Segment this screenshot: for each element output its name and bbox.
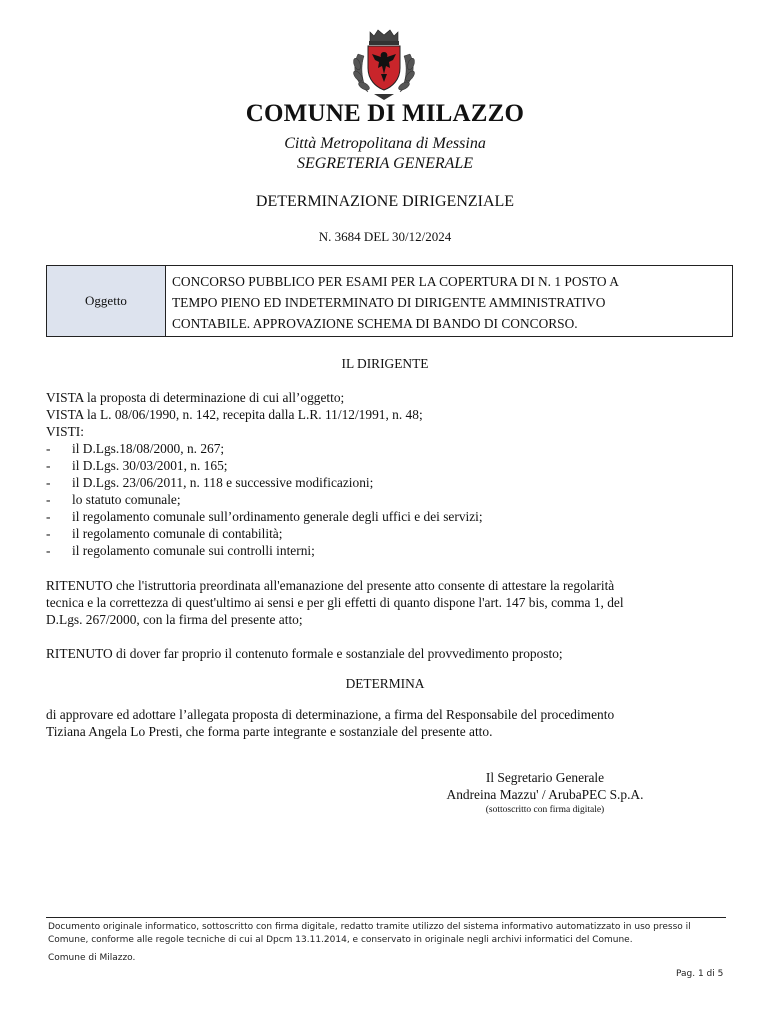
footer-line: Comune, conforme alle regole tecniche di cui al Dpcm 13.11.2014, e conservato in originale negli archivi informatici del Comune.: [48, 935, 633, 945]
signature-note: (sottoscritto con firma digitale): [485, 805, 605, 815]
list-item: - il D.Lgs. 30/03/2001, n. 165;: [46, 458, 228, 473]
signature-role: Il Segretario Generale: [485, 770, 605, 785]
signature-block: [400, 769, 690, 817]
oggetto-line: TEMPO PIENO ED INDETERMINATO DI DIRIGENTE AMMINISTRATIVO: [172, 295, 606, 310]
page-title: COMUNE DI MILAZZO: [245, 100, 525, 127]
footer-divider: [46, 917, 726, 918]
vista-line: VISTA la L. 08/06/1990, n. 142, recepita dalla L.R. 11/12/1991, n. 48;: [46, 407, 423, 422]
document-type: DETERMINAZIONE DIRIGENZIALE: [255, 193, 515, 210]
oggetto-line: CONTABILE. APPROVAZIONE SCHEMA DI BANDO DI CONCORSO.: [172, 316, 578, 331]
footer-text: [48, 921, 738, 947]
document-body: [46, 389, 736, 740]
ritenuto-line: RITENUTO che l'istruttoria preordinata all'emanazione del presente atto consente di attestare la regolarità: [46, 578, 615, 593]
oggetto-label: Oggetto: [47, 266, 166, 336]
coat-of-arms-icon: [348, 24, 420, 102]
list-item: - il D.Lgs.18/08/2000, n. 267;: [46, 441, 225, 456]
oggetto-table: [46, 265, 733, 337]
page-number: Pag. 1 di 5: [676, 969, 724, 979]
ritenuto-line: RITENUTO di dover far proprio il contenuto formale e sostanziale del provvedimento proposto;: [46, 646, 563, 661]
ritenuto-line: tecnica e la correttezza di quest'ultimo ai sensi e per gli effetti di quanto dispone l'art. 147 bis, comma 1, del: [46, 595, 624, 610]
subtitle-city: Città Metropolitana di Messina: [284, 135, 486, 152]
subtitle-office: SEGRETERIA GENERALE: [296, 155, 474, 172]
approvare-line: Tiziana Angela Lo Presti, che forma parte integrante e sostanziale del presente atto.: [46, 724, 493, 739]
oggetto-line: CONCORSO PUBBLICO PER ESAMI PER LA COPERTURA DI N. 1 POSTO A: [172, 274, 619, 289]
list-item: - il regolamento comunale di contabilità;: [46, 526, 283, 541]
list-item: - lo statuto comunale;: [46, 492, 181, 507]
oggetto-text: [166, 266, 732, 336]
document-number: N. 3684 DEL 30/12/2024: [318, 229, 452, 244]
list-item: - il regolamento comunale sull’ordinamento generale degli uffici e dei servizi;: [46, 509, 483, 524]
list-item: - il D.Lgs. 23/06/2011, n. 118 e successive modificazioni;: [46, 475, 374, 490]
approvare-line: di approvare ed adottare l’allegata proposta di determinazione, a firma del Responsabile del procedimento: [46, 707, 615, 722]
footer-line: Documento originale informatico, sottoscritto con firma digitale, redatto tramite utilizzo del sistema informativo automatizzato in uso presso il: [48, 922, 691, 932]
il-dirigente-heading: IL DIRIGENTE: [341, 356, 429, 371]
visti-heading: VISTI:: [46, 424, 84, 439]
ritenuto-line: D.Lgs. 267/2000, con la firma del presente atto;: [46, 612, 303, 627]
determina-heading: DETERMINA: [345, 676, 425, 691]
list-item: - il regolamento comunale sui controlli interni;: [46, 543, 315, 558]
signature-name: Andreina Mazzu' / ArubaPEC S.p.A.: [446, 787, 644, 802]
footer-town: Comune di Milazzo.: [48, 953, 136, 963]
vista-line: VISTA la proposta di determinazione di cui all’oggetto;: [46, 390, 345, 405]
